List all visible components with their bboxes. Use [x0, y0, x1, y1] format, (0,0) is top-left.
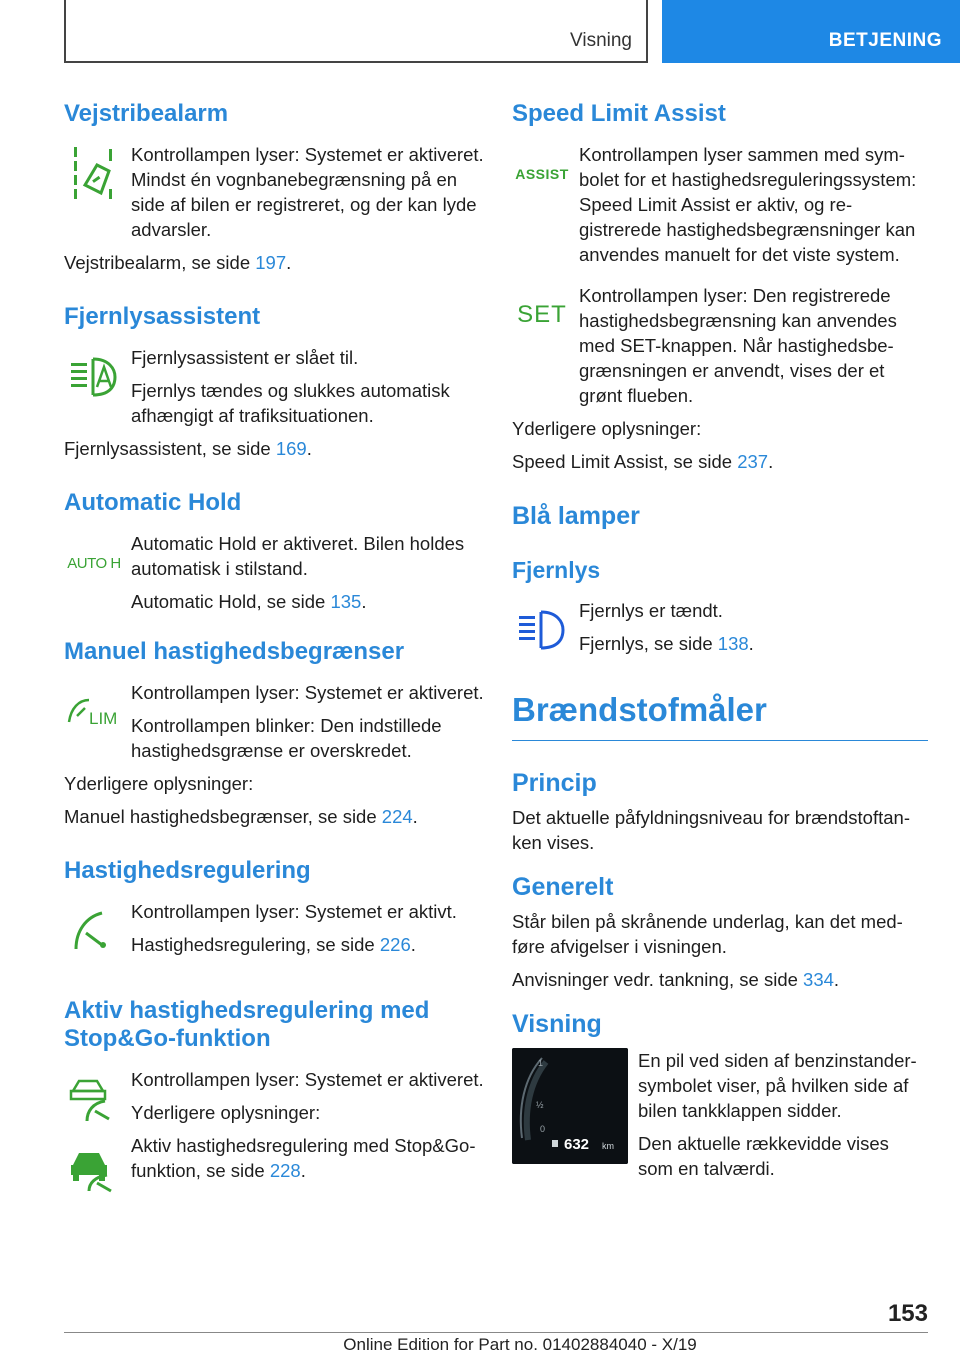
body-text: Fjernlysassistent er slået til. [131, 347, 359, 368]
section-vejstribealarm [64, 100, 484, 275]
page-link[interactable]: 138 [717, 633, 749, 654]
body-text: Fjernlys er tændt. [579, 600, 723, 621]
indicator-item [64, 531, 484, 614]
range-value: 632 [564, 1136, 590, 1153]
section-title: Visning [512, 1010, 602, 1038]
section-title: Fjernlysassistent [64, 303, 261, 330]
indicator-item [512, 598, 928, 668]
header-left-tab [64, 0, 648, 63]
speed-limiter-icon [64, 682, 124, 742]
indicator-item [64, 899, 484, 969]
page-link[interactable]: 135 [330, 591, 362, 612]
page-link[interactable]: 169 [275, 438, 307, 459]
body-text: Det aktuelle påfyldningsniveau for brændstoftanken vises. [512, 807, 910, 853]
more-info-label: Yderligere oplysninger: [64, 773, 254, 794]
left-column [64, 100, 484, 1225]
footer-divider [64, 1332, 928, 1333]
body-text: Automatic Hold er aktiveret. Bilen holdes automatisk i stilstand. [131, 533, 465, 579]
cruise-control-icon [64, 901, 124, 961]
cross-reference: Manuel hastighedsbegrænser, se side 224. [64, 806, 418, 827]
section-automatic-hold [64, 489, 484, 614]
svg-text:1: 1 [538, 1058, 544, 1068]
auto-hold-icon: AUTO H [67, 554, 121, 572]
subsection-title: Fjernlys [512, 557, 601, 583]
body-text: Kontrollampen lyser: Systemet er aktivt. [131, 901, 457, 922]
section-title: Manuel hastighedsbegrænser [64, 638, 405, 665]
page-link[interactable]: 237 [737, 451, 769, 472]
section-blaa-lamper [512, 502, 928, 668]
cross-reference: Anvisninger vedr. tankning, se side 334. [512, 969, 840, 990]
page-number: 153 [887, 1300, 928, 1327]
lane-departure-icon [64, 144, 124, 204]
body-text: En pil ved siden af benzinstandersymbolet viser, på hvilken side af bilen tankklappen sidder. [638, 1050, 917, 1121]
page-link[interactable]: 224 [381, 806, 413, 827]
visning-block [512, 1048, 928, 1181]
indicator-item [512, 283, 928, 408]
body-text: Den aktuelle rækkevidde vises som en talværdi. [638, 1133, 889, 1179]
body-text: Står bilen på skrånende underlag, kan det medføre afvigelser i visningen. [512, 911, 903, 957]
section-title: Generelt [512, 873, 614, 901]
set-icon: SET [517, 301, 567, 328]
high-beam-icon [512, 600, 572, 660]
body-text: Kontrollampen lyser: Systemet er aktiveret. [131, 682, 484, 703]
indicator-item [64, 680, 484, 763]
section-fjernlysassistent [64, 303, 484, 461]
header-section-label: Visning [570, 30, 632, 51]
cross-reference: Hastighedsregulering, se side 226. [131, 934, 416, 955]
section-speed-limit-assist [512, 100, 928, 474]
cross-reference: Speed Limit Assist, se side 237. [512, 451, 774, 472]
fuel-gauge-image [512, 1048, 628, 1164]
cross-reference: Fjernlysassistent, se side 169. [64, 438, 312, 459]
body-text: Kontrollampen blinker: Den indstillede hastighedsgrænse er overskredet. [131, 715, 442, 761]
svg-text:0: 0 [540, 1124, 546, 1134]
section-title: Princip [512, 769, 597, 797]
section-title: Aktiv hastighedsregulering med Stop&Go-funktion [64, 997, 430, 1052]
indicator-item [64, 1067, 484, 1197]
section-title: Automatic Hold [64, 489, 242, 516]
section-manuel-hastighedsbegraenser [64, 638, 484, 829]
indicator-item [64, 345, 484, 428]
body-text: Kontrollampen lyser: Systemet er aktiveret. Mindst én vognbanebegrænsning på en side af bilen er registreret, og der kan lyde advarsler. [131, 144, 484, 240]
page-link[interactable]: 334 [803, 969, 834, 990]
cross-reference: Automatic Hold, se side 135. [131, 591, 367, 612]
section-title: Hastighedsregulering [64, 857, 311, 884]
footer-edition: Online Edition for Part no. 01402884040 - X/19 [343, 1335, 697, 1354]
body-text: Kontrollampen lyser sammen med symbolet for et hastighedsreguleringssystem: Speed Limit Assist er aktiv, og registrerede hastighedsbegrænsninger kan anvendes manuelt for det viste system. [579, 144, 917, 265]
cross-reference: Vejstribealarm, se side 197. [64, 252, 292, 273]
section-title: Speed Limit Assist [512, 100, 726, 127]
page-link[interactable]: 226 [379, 934, 411, 955]
svg-text:½: ½ [536, 1100, 544, 1110]
section-generelt [512, 873, 928, 992]
indicator-item [64, 142, 484, 242]
range-unit: km [602, 1141, 614, 1151]
body-text: Kontrollampen lyser: Systemet er aktiveret. [131, 1069, 484, 1090]
lim-text: LIM [89, 709, 118, 728]
assist-icon: ASSIST [515, 166, 569, 182]
active-cruise-icon [64, 1069, 124, 1129]
active-cruise-vehicle-icon [64, 1139, 124, 1199]
body-text: Fjernlys tændes og slukkes automatisk afhængigt af trafiksituationen. [131, 380, 450, 426]
more-info-label: Yderligere oplysninger: [512, 418, 702, 439]
right-column [512, 100, 928, 1209]
chapter-title: Brændstofmåler [512, 691, 767, 728]
header-chapter-tab [662, 0, 960, 63]
cross-reference: Aktiv hastighedsregulering med Stop&Go-funktion, se side 228. [131, 1135, 476, 1181]
page-link[interactable]: 228 [269, 1160, 301, 1181]
high-beam-assistant-icon [64, 347, 124, 407]
section-visning [512, 1010, 928, 1181]
body-text: Kontrollampen lyser: Den registrerede hastighedsbegrænsning kan anvendes med SET-knappen. Når hastighedsbegrænsningen er anvendt, vises der et grønt flueben. [579, 285, 897, 406]
cross-reference: Fjernlys, se side 138. [579, 633, 754, 654]
section-title: Blå lamper [512, 502, 640, 530]
section-princip [512, 769, 928, 855]
header-chapter-label: BETJENING [828, 30, 942, 51]
indicator-item [512, 142, 928, 267]
page-link[interactable]: 197 [255, 252, 287, 273]
section-aktiv-hastighedsregulering [64, 997, 484, 1197]
section-title: Vejstribealarm [64, 100, 229, 127]
more-info-label: Yderligere oplysninger: [131, 1102, 321, 1123]
chapter-heading [512, 690, 928, 741]
section-hastighedsregulering [64, 857, 484, 969]
